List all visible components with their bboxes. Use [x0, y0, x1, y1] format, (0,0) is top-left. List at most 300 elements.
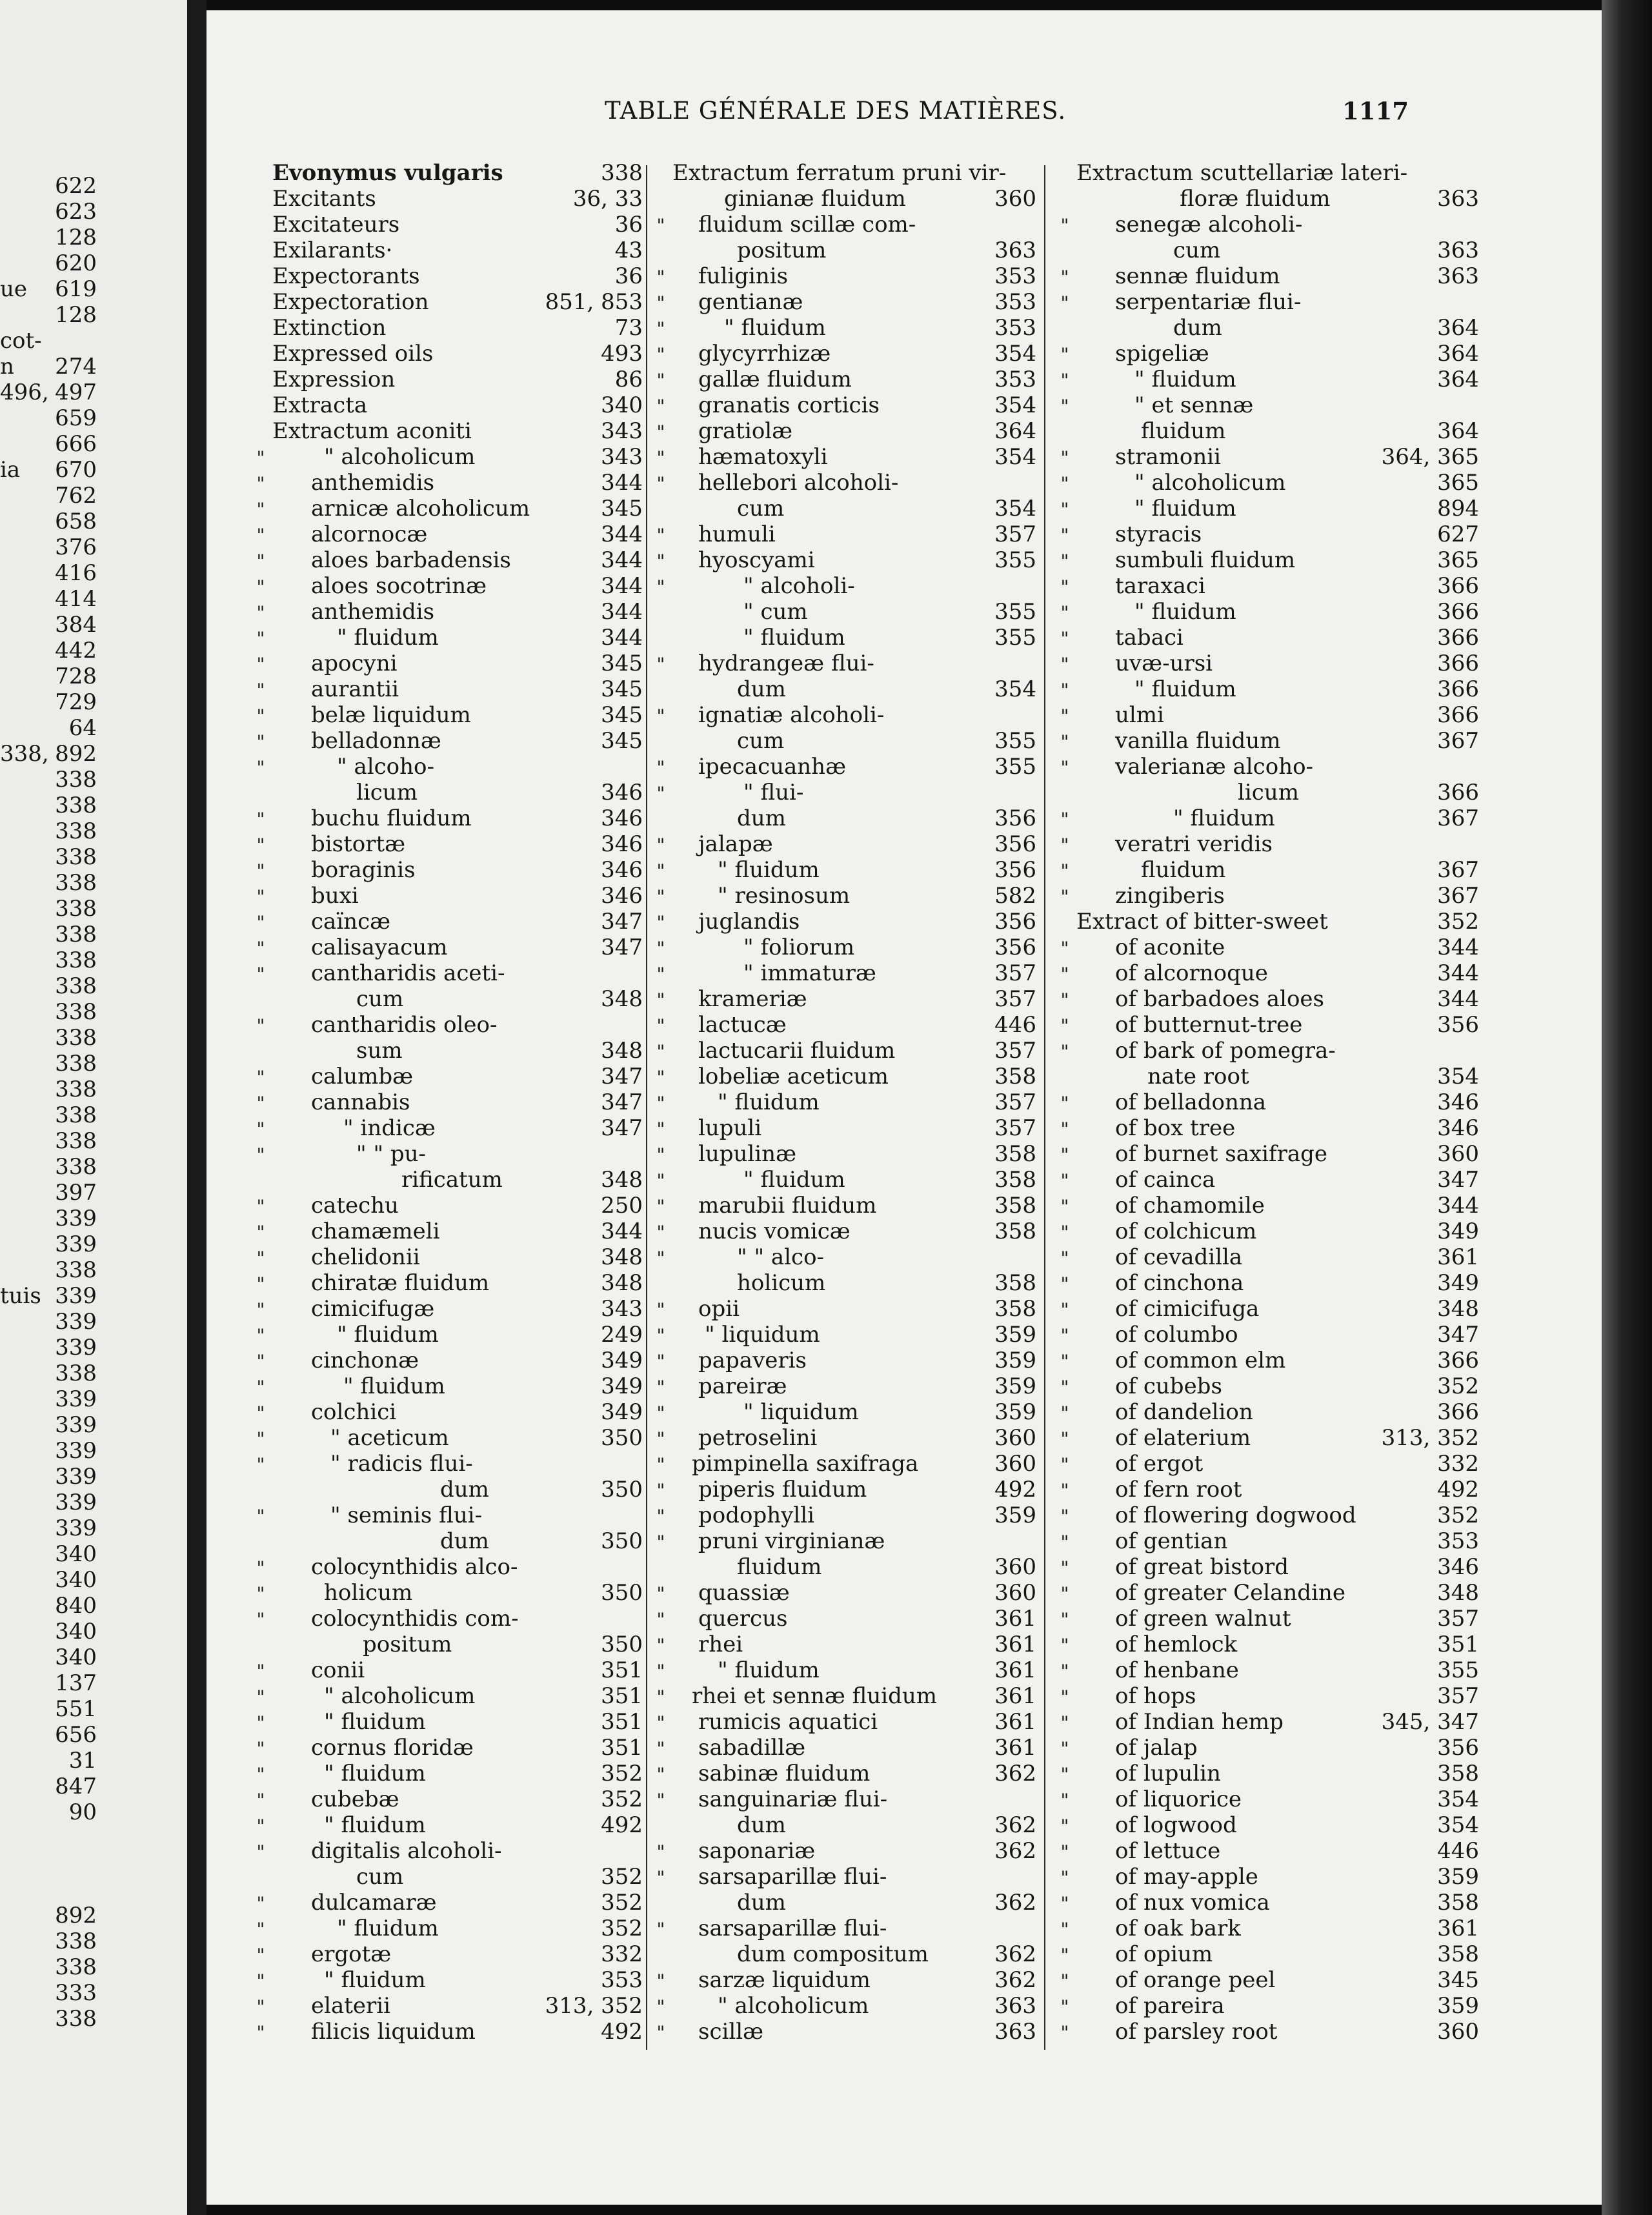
- entry-label: " fluidum: [343, 1373, 445, 1399]
- ditto-mark: ": [656, 1222, 665, 1243]
- facing-page-reference: 338: [55, 793, 97, 818]
- index-entry: [649, 1761, 1036, 1786]
- page-reference: 492: [601, 2019, 643, 2045]
- entry-label: quassiæ: [698, 1580, 790, 1606]
- index-entry: [249, 1735, 643, 1761]
- facing-page-reference: 340: [55, 1619, 97, 1644]
- page-reference: 43: [614, 238, 643, 263]
- ditto-mark: ": [1060, 1686, 1069, 1708]
- entry-label: " seminis flui-: [330, 1502, 483, 1528]
- facing-page-fragment: [0, 0, 187, 2215]
- page-reference: 346: [1437, 1089, 1479, 1115]
- entry-label: bistortæ: [311, 831, 406, 857]
- facing-page-reference: 339: [55, 1490, 97, 1515]
- index-entry: [649, 1451, 1036, 1477]
- index-entry: [249, 1322, 643, 1348]
- entry-label: " cum: [743, 599, 808, 625]
- entry-label: of logwood: [1115, 1812, 1237, 1838]
- ditto-mark: ": [656, 1712, 665, 1734]
- entry-label: taraxaci: [1115, 573, 1205, 599]
- facing-entry: [0, 741, 97, 767]
- entry-label: " fluidum: [324, 1709, 426, 1735]
- page-reference: 627: [1437, 521, 1479, 547]
- facing-page-reference: 339: [55, 1231, 97, 1257]
- page-reference: 356: [1437, 1012, 1479, 1038]
- index-entry: [649, 857, 1036, 883]
- entry-label: marubii fluidum: [698, 1193, 877, 1219]
- ditto-mark: ": [656, 1118, 665, 1140]
- facing-entry: [0, 560, 97, 586]
- facing-entry: [0, 1438, 97, 1464]
- facing-entry-fragment: ia: [0, 457, 21, 483]
- entry-label: " alcoholi-: [743, 573, 855, 599]
- index-entry: [249, 1373, 643, 1399]
- index-entry: [1053, 444, 1479, 470]
- entry-label: " alcoholicum: [324, 444, 476, 470]
- ditto-mark: ": [1060, 1815, 1069, 1837]
- index-entry: [1053, 1115, 1479, 1141]
- entry-label: of lettuce: [1115, 1838, 1221, 1864]
- ditto-mark: ": [256, 1428, 265, 1450]
- facing-page-reference: 892: [55, 741, 97, 767]
- ditto-mark: ": [656, 576, 665, 598]
- facing-page-reference: 338: [55, 896, 97, 922]
- entry-label: " resinosum: [718, 883, 851, 909]
- facing-entry: [0, 431, 97, 457]
- page-reference: 349: [601, 1399, 643, 1425]
- ditto-mark: ": [256, 1067, 265, 1088]
- index-entry: [1053, 1941, 1479, 1967]
- entry-label: gentianæ: [698, 289, 803, 315]
- index-entry: [249, 547, 643, 573]
- page-reference: 340: [601, 392, 643, 418]
- page-reference: 365: [1437, 470, 1479, 496]
- index-entry: [649, 909, 1036, 935]
- entry-label: of oak bark: [1115, 1916, 1241, 1941]
- index-entry: [249, 212, 643, 238]
- facing-page-reference: 90: [68, 1799, 97, 1825]
- page-reference: 361: [1437, 1244, 1479, 1270]
- entry-label: lupulinæ: [698, 1141, 797, 1167]
- entry-label: " liquidum: [705, 1322, 820, 1348]
- page-reference: 346: [601, 831, 643, 857]
- entry-label: Exilarants·: [272, 238, 393, 263]
- entry-label: conii: [311, 1657, 365, 1683]
- entry-label: " indicæ: [343, 1115, 436, 1141]
- ditto-mark: ": [256, 912, 265, 933]
- page-reference: 367: [1437, 857, 1479, 883]
- entry-label: fluidum: [1141, 857, 1226, 883]
- entry-label: krameriæ: [698, 986, 807, 1012]
- page-reference: 358: [994, 1219, 1036, 1244]
- facing-page-reference: 376: [55, 534, 97, 560]
- facing-page-reference: 339: [55, 1515, 97, 1541]
- page-reference: 367: [1437, 805, 1479, 831]
- page-reference: 360: [994, 1451, 1036, 1477]
- entry-label: ginianæ fluidum: [724, 186, 906, 212]
- ditto-mark: ": [1060, 1609, 1069, 1630]
- index-entry: [249, 521, 643, 547]
- index-entry: [649, 805, 1036, 831]
- entry-label: of cubebs: [1115, 1373, 1222, 1399]
- entry-label: chamæmeli: [311, 1219, 440, 1244]
- index-entry: [249, 160, 643, 186]
- ditto-mark: ": [656, 1093, 665, 1114]
- index-entry: [1053, 1632, 1479, 1657]
- page-reference: 354: [994, 496, 1036, 521]
- entry-label: sarzæ liquidum: [698, 1967, 871, 1993]
- index-entry: [1053, 702, 1479, 728]
- facing-page-reference: 728: [55, 663, 97, 689]
- ditto-mark: ": [1060, 834, 1069, 856]
- entry-label: colocynthidis alco-: [311, 1554, 518, 1580]
- entry-label: rificatum: [401, 1167, 503, 1193]
- entry-label: cimicifugæ: [311, 1296, 435, 1322]
- index-entry: [1053, 1038, 1479, 1064]
- ditto-mark: ": [256, 1196, 265, 1217]
- ditto-mark: ": [1060, 1402, 1069, 1424]
- facing-entry: [0, 354, 97, 379]
- ditto-mark: ": [256, 1454, 265, 1475]
- index-entry: [649, 573, 1036, 599]
- ditto-mark: ": [1060, 602, 1069, 623]
- facing-entry: [0, 689, 97, 715]
- facing-entry: [0, 1360, 97, 1386]
- page-reference: 353: [1437, 1528, 1479, 1554]
- index-entry: [1053, 599, 1479, 625]
- entry-label: cantharidis aceti-: [311, 960, 505, 986]
- page-reference: 351: [601, 1683, 643, 1709]
- ditto-mark: ": [656, 1532, 665, 1553]
- page-reference: 492: [601, 1812, 643, 1838]
- entry-label: jalapæ: [698, 831, 773, 857]
- index-entry: [1053, 728, 1479, 754]
- facing-page-reference: 442: [55, 638, 97, 663]
- page-reference: 894: [1437, 496, 1479, 521]
- entry-label: of elaterium: [1115, 1425, 1251, 1451]
- facing-page-reference: 338: [55, 1128, 97, 1154]
- facing-page-reference: 338: [55, 2006, 97, 2032]
- page-reference: 352: [1437, 1502, 1479, 1528]
- page-reference: 346: [601, 883, 643, 909]
- ditto-mark: ": [656, 757, 665, 778]
- page-reference: 358: [994, 1296, 1036, 1322]
- entry-label: of cainca: [1115, 1167, 1216, 1193]
- entry-label: aloes barbadensis: [311, 547, 511, 573]
- facing-entry: [0, 1980, 97, 2006]
- entry-label: styracis: [1115, 521, 1202, 547]
- index-entry: [649, 1502, 1036, 1528]
- index-entry: [649, 444, 1036, 470]
- page-reference: 363: [1437, 186, 1479, 212]
- index-entry: [649, 1528, 1036, 1554]
- ditto-mark: ": [656, 1919, 665, 1940]
- facing-entry: [0, 767, 97, 793]
- index-entry: [649, 1683, 1036, 1709]
- ditto-mark: ": [256, 886, 265, 907]
- ditto-mark: ": [256, 1299, 265, 1320]
- facing-entry: [0, 1515, 97, 1541]
- entry-label: nucis vomicæ: [698, 1219, 851, 1244]
- entry-label: alcornocæ: [311, 521, 428, 547]
- entry-label: aurantii: [311, 676, 399, 702]
- ditto-mark: ": [1060, 499, 1069, 520]
- index-entry: [249, 935, 643, 960]
- index-entry: [649, 651, 1036, 676]
- page-reference: 364: [1437, 418, 1479, 444]
- page-reference: 360: [994, 1580, 1036, 1606]
- ditto-mark: ": [656, 1661, 665, 1682]
- facing-entry: [0, 1696, 97, 1722]
- ditto-mark: ": [656, 1480, 665, 1501]
- entry-label: dum: [737, 1890, 786, 1916]
- entry-label: petroselini: [698, 1425, 818, 1451]
- page-reference: 361: [994, 1632, 1036, 1657]
- page-reference: 360: [994, 1425, 1036, 1451]
- index-entry: [1053, 1348, 1479, 1373]
- entry-label: Extract of bitter-sweet: [1076, 909, 1328, 935]
- ditto-mark: ": [1060, 1712, 1069, 1734]
- entry-label: rhei: [698, 1632, 743, 1657]
- index-entry: [249, 1115, 643, 1141]
- page-reference: 446: [1437, 1838, 1479, 1864]
- page-reference: 350: [601, 1477, 643, 1502]
- entry-label: of cimicifuga: [1115, 1296, 1260, 1322]
- page-reference: 347: [1437, 1322, 1479, 1348]
- ditto-mark: ": [656, 1867, 665, 1888]
- entry-label: of alcornoque: [1115, 960, 1268, 986]
- index-entry: [649, 1864, 1036, 1890]
- ditto-mark: ": [1060, 1970, 1069, 1992]
- entry-label: " fluidum: [1173, 805, 1275, 831]
- page-reference: 348: [601, 1244, 643, 1270]
- ditto-mark: ": [1060, 1170, 1069, 1191]
- page-reference: 366: [1437, 599, 1479, 625]
- index-entry: [649, 1838, 1036, 1864]
- ditto-mark: ": [656, 834, 665, 856]
- entry-label: " fluidum: [724, 315, 826, 341]
- page-reference: 366: [1437, 702, 1479, 728]
- ditto-mark: ": [256, 1790, 265, 1811]
- entry-label: arnicæ alcoholicum: [311, 496, 530, 521]
- ditto-mark: ": [656, 2022, 665, 2043]
- facing-page-reference: 338: [55, 1051, 97, 1077]
- index-entry: [649, 1425, 1036, 1451]
- index-entry: [649, 547, 1036, 573]
- ditto-mark: ": [656, 1428, 665, 1450]
- page-reference: 347: [1437, 1167, 1479, 1193]
- entry-label: of opium: [1115, 1941, 1213, 1967]
- index-entry: [649, 263, 1036, 289]
- page-reference: 358: [1437, 1890, 1479, 1916]
- facing-entry: [0, 663, 97, 689]
- ditto-mark: ": [256, 1144, 265, 1166]
- index-entry: [649, 186, 1036, 212]
- ditto-mark: ": [656, 1635, 665, 1656]
- ditto-mark: ": [1060, 2022, 1069, 2043]
- index-entry: [1053, 1580, 1479, 1606]
- entry-label: tabaci: [1115, 625, 1184, 651]
- entry-label: cannabis: [311, 1089, 410, 1115]
- index-entry: [649, 367, 1036, 392]
- entry-label: " fluidum: [324, 1967, 426, 1993]
- index-entry: [249, 1167, 643, 1193]
- index-entry: [1053, 1244, 1479, 1270]
- entry-label: papaveris: [698, 1348, 807, 1373]
- index-entry: [1053, 1089, 1479, 1115]
- ditto-mark: ": [1060, 1506, 1069, 1527]
- page-reference: 36: [614, 263, 643, 289]
- facing-page-reference: 397: [55, 1180, 97, 1206]
- entry-label: dum: [440, 1477, 489, 1502]
- page-number: 1117: [1342, 97, 1409, 125]
- ditto-mark: ": [1060, 1248, 1069, 1269]
- facing-entry-fragment: 496,: [0, 379, 49, 405]
- index-entry: [249, 496, 643, 521]
- book-edge: [1602, 0, 1652, 2215]
- ditto-mark: ": [656, 1325, 665, 1346]
- entry-label: of columbo: [1115, 1322, 1238, 1348]
- entry-label: uvæ-ursi: [1115, 651, 1213, 676]
- facing-entry: [0, 1180, 97, 1206]
- ditto-mark: ": [1060, 1454, 1069, 1475]
- facing-entry: [0, 1748, 97, 1774]
- page-reference: 363: [994, 1993, 1036, 2019]
- column-rule: [646, 165, 647, 2050]
- page-reference: 492: [994, 1477, 1036, 1502]
- index-entry: [249, 1890, 643, 1916]
- entry-label: colchici: [311, 1399, 397, 1425]
- facing-entry-fragment: tuis: [0, 1283, 41, 1309]
- ditto-mark: ": [1060, 1635, 1069, 1656]
- entry-label: sarsaparillæ flui-: [698, 1916, 887, 1941]
- index-entry: [249, 754, 643, 780]
- ditto-mark: ": [256, 1970, 265, 1992]
- entry-label: " alcoho-: [337, 754, 434, 780]
- ditto-mark: ": [656, 292, 665, 314]
- page-reference: 362: [994, 1967, 1036, 1993]
- entry-label: nate root: [1147, 1064, 1249, 1089]
- ditto-mark: ": [1060, 396, 1069, 417]
- page-reference: 360: [994, 1554, 1036, 1580]
- index-entry: [1053, 263, 1479, 289]
- index-entry: [1053, 909, 1479, 935]
- ditto-mark: ": [656, 447, 665, 469]
- ditto-mark: ": [656, 989, 665, 1011]
- index-entry: [249, 1270, 643, 1296]
- index-entry: [249, 1761, 643, 1786]
- index-entry: [649, 599, 1036, 625]
- index-entry: [1053, 1657, 1479, 1683]
- page-reference: 345: [601, 496, 643, 521]
- page-reference: 353: [994, 263, 1036, 289]
- index-entry: [249, 1244, 643, 1270]
- page-reference: 354: [1437, 1786, 1479, 1812]
- ditto-mark: ": [256, 1557, 265, 1579]
- index-entry: [1053, 1141, 1479, 1167]
- facing-entry: [0, 1567, 97, 1593]
- ditto-mark: ": [256, 551, 265, 572]
- entry-label: Expressed oils: [272, 341, 434, 367]
- page-reference: 355: [994, 599, 1036, 625]
- page-reference: 36, 33: [572, 186, 643, 212]
- entry-label: of aconite: [1115, 935, 1225, 960]
- entry-label: cum: [356, 986, 404, 1012]
- index-entry: [1053, 160, 1479, 186]
- page-reference: 359: [1437, 1864, 1479, 1890]
- entry-label: lobeliæ aceticum: [698, 1064, 889, 1089]
- facing-entry: [0, 1154, 97, 1180]
- index-entry: [1053, 1735, 1479, 1761]
- index-entry: [649, 1477, 1036, 1502]
- index-entry: [1053, 1993, 1479, 2019]
- ditto-mark: ": [1060, 292, 1069, 314]
- ditto-mark: ": [656, 1196, 665, 1217]
- facing-page-reference: 338: [55, 1257, 97, 1283]
- page-reference: 313, 352: [1381, 1425, 1479, 1451]
- entry-label: filicis liquidum: [311, 2019, 476, 2045]
- index-entry: [249, 1864, 643, 1890]
- facing-page-reference: 338: [55, 870, 97, 896]
- ditto-mark: ": [656, 1170, 665, 1191]
- facing-page-reference: 340: [55, 1541, 97, 1567]
- page-reference: 358: [994, 1270, 1036, 1296]
- entry-label: of nux vomica: [1115, 1890, 1270, 1916]
- page-reference: 352: [601, 1864, 643, 1890]
- ditto-mark: ": [1060, 705, 1069, 727]
- ditto-mark: ": [256, 1015, 265, 1037]
- index-entry: [1053, 1683, 1479, 1709]
- facing-page-reference: 338: [55, 818, 97, 844]
- facing-entry: [0, 947, 97, 973]
- ditto-mark: ": [256, 576, 265, 598]
- index-entry: [249, 1941, 643, 1967]
- page-reference: 357: [994, 1089, 1036, 1115]
- index-entry: [249, 1528, 643, 1554]
- ditto-mark: ": [1060, 1325, 1069, 1346]
- index-entry: [649, 392, 1036, 418]
- entry-label: chiratæ fluidum: [311, 1270, 490, 1296]
- index-entry: [649, 496, 1036, 521]
- facing-page-reference: 659: [55, 405, 97, 431]
- page-reference: 332: [1437, 1451, 1479, 1477]
- page-reference: 344: [601, 470, 643, 496]
- facing-page-reference: 339: [55, 1335, 97, 1360]
- page-reference: 354: [994, 341, 1036, 367]
- ditto-mark: ": [1060, 1919, 1069, 1940]
- ditto-mark: ": [256, 1661, 265, 1682]
- index-entry: [649, 935, 1036, 960]
- page-reference: 249: [601, 1322, 643, 1348]
- index-entry: [1053, 1916, 1479, 1941]
- entry-label: of gentian: [1115, 1528, 1228, 1554]
- entry-label: pruni virginianæ: [698, 1528, 885, 1554]
- facing-page-reference: 620: [55, 250, 97, 276]
- ditto-mark: ": [656, 654, 665, 675]
- page-reference: 73: [614, 315, 643, 341]
- entry-label: saponariæ: [698, 1838, 816, 1864]
- entry-label: " et sennæ: [1134, 392, 1254, 418]
- entry-label: dulcamaræ: [311, 1890, 437, 1916]
- facing-entry: [0, 276, 97, 302]
- entry-label: of flowering dogwood: [1115, 1502, 1356, 1528]
- ditto-mark: ": [1060, 1893, 1069, 1914]
- page-reference: 358: [994, 1141, 1036, 1167]
- facing-entry: [0, 1877, 97, 1903]
- page-reference: 365: [1437, 547, 1479, 573]
- entry-label: veratri veridis: [1115, 831, 1273, 857]
- entry-label: of common elm: [1115, 1348, 1286, 1373]
